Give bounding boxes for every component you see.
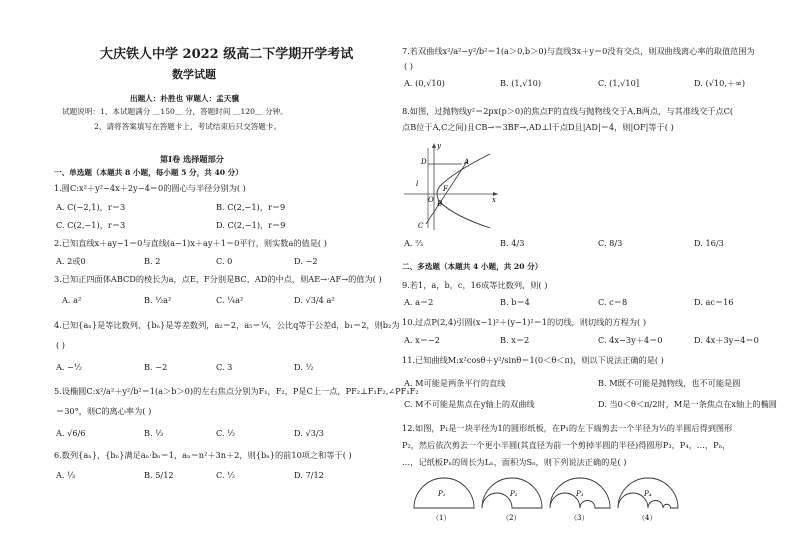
question-8-stem-cont: 点B位于A,C之间)且CB→＝3BF→,AD⊥l于点D且|AD|＝4，则|OF|等于( ) — [402, 122, 674, 132]
exam-title: 大庆铁人中学 2022 级高二下学期开学考试 — [100, 47, 354, 62]
q5-option-c: C. ½ — [216, 428, 236, 438]
q6-option-c: C. ½ — [216, 470, 236, 480]
question-5-stem: 5.设椭圆C:x²/a²＋y²/b²＝1(a＞b＞0)的左右焦点分别为F₁，F₂，P是C上一点，PF₂⊥F₁F₂,∠PF₁F₂ — [54, 386, 419, 396]
q1-option-d: D. C(2,−1)，r＝9 — [216, 220, 286, 230]
q4-option-d: D. ½ — [294, 362, 314, 372]
q9-option-c: C. c＝8 — [598, 297, 628, 307]
q10-option-a: A. x＝−2 — [404, 335, 440, 345]
q2-option-a: A. 2或0 — [56, 256, 86, 266]
q10-option-c: C. 4x−3y＋4＝0 — [598, 335, 663, 345]
question-12-stem: 12.如图，P₁是一块半径为1的圆形纸板，在P₁的左下端剪去一个半径为½的半圆后得到图形 — [402, 423, 733, 433]
question-4-stem: 4.已知{aₙ}是等比数列，{bₙ}是等差数列，a₂＝2，a₅＝¼，公比q等于公差d，b₁＝2，则b₂为 — [54, 320, 400, 330]
label-d: D — [421, 158, 427, 166]
q4-option-b: B. −2 — [144, 362, 168, 372]
q10-option-d: D. 4x＋3y−4＝0 — [694, 335, 759, 345]
figure-p4 — [618, 478, 678, 522]
q1-option-a: A. C(−2,1)，r＝3 — [56, 202, 126, 212]
q1-option-c: C. C(2,−1)，r＝3 — [56, 220, 126, 230]
label-f: F — [443, 185, 448, 193]
q11-option-d: D. 当0＜θ＜π/2时，M是一条焦点在x轴上的椭圆 — [598, 399, 777, 409]
q8-option-c: C. 8/3 — [598, 238, 623, 248]
q7-option-a: A. (0,√10) — [404, 78, 445, 88]
q7-option-d: D. (√10,＋∞) — [694, 78, 746, 88]
q9-option-b: B. b＝4 — [500, 297, 530, 307]
q2-option-c: C. 0 — [216, 256, 233, 266]
q4-option-a: A. −½ — [56, 362, 82, 372]
part-title: 第Ⅰ卷 选择题部分 — [160, 154, 224, 164]
q3-option-a: A. a² — [62, 295, 82, 305]
subject-title: 数学试题 — [172, 68, 216, 81]
label-p3: P₃ — [576, 490, 584, 498]
question-7-stem: 7.若双曲线x²/a²−y²/b²＝1(a＞0,b＞0)与直线3x＋y＝0没有交点，则双曲线离心率的取值范围为 — [402, 46, 755, 56]
q9-option-d: D. ac＝16 — [694, 297, 734, 307]
caption-1: （1） — [432, 514, 451, 522]
question-4-stem-cont: ( ) — [56, 340, 65, 350]
question-8-stem: 8.如图，过抛物线y²＝2px(p＞0)的焦点F的直线与抛物线交于A,B两点，与其准线交于点C( — [402, 106, 734, 116]
q6-option-d: D. 7/12 — [294, 470, 324, 480]
question-9-stem: 9.若1，a，b，c，16成等比数列，则( ) — [402, 280, 548, 290]
question-5-stem-cont: ＝30°，则C的离心率为( ) — [56, 406, 152, 416]
q7-option-c: C. (1,√10] — [598, 78, 640, 88]
q6-option-a: A. ⅓ — [56, 470, 76, 480]
question-12-stem-cont2: …，记纸板Pₙ的周长为Lₙ，面积为Sₙ，则下列说法正确的是( ) — [402, 457, 627, 467]
q9-option-a: A. a＝2 — [404, 297, 434, 307]
label-b: B — [437, 200, 443, 208]
caption-4: （4） — [638, 514, 657, 522]
q2-option-d: D. −2 — [294, 256, 318, 266]
q10-option-b: B. x＝2 — [500, 335, 530, 345]
note-1: 试题说明：1、本试题满分 ＿150＿ 分，答题时间 ＿120＿ 分钟。 — [62, 107, 288, 116]
label-c: C — [418, 222, 424, 230]
figure-semicircles — [406, 470, 682, 522]
question-7-stem-cont: ( ) — [404, 61, 413, 71]
q7-option-b: B. (1,√10) — [500, 78, 542, 88]
y-axis-arrow — [432, 143, 436, 148]
q11-option-c: C. M不可能是焦点在y轴上的双曲线 — [404, 399, 535, 409]
q4-option-c: C. 3 — [216, 362, 233, 372]
figure-p2 — [482, 478, 542, 522]
q5-option-a: A. √6/6 — [56, 428, 86, 438]
note-2: 2、请将答案填写在答题卡上，考试结束后只交答题卡。 — [94, 122, 282, 131]
caption-2: （2） — [502, 514, 521, 522]
question-6-stem: 6.数列{aₙ}，{bₙ}满足aₙ·bₙ＝1，aₙ＝n²＋3n＋2，则{bₙ}的前10项之和等于( ) — [54, 450, 352, 460]
q6-option-b: B. 5/12 — [144, 470, 174, 480]
q1-option-b: B. C(2,−1)，r＝9 — [216, 202, 286, 212]
label-o: O — [428, 196, 434, 204]
label-y: y — [437, 142, 441, 150]
question-1-stem: 1.圆C:x²＋y²−4x＋2y−4＝0的圆心与半径分别为( ) — [54, 183, 246, 193]
q8-option-a: A. ⅔ — [404, 238, 424, 248]
q3-option-d: D. √3/4 a² — [294, 295, 335, 305]
section-title-single: 一、单选题（本题共 8 小题，每小题 5 分，共 40 分） — [54, 168, 243, 177]
q5-option-b: B. ⅓ — [144, 428, 164, 438]
q11-option-b: B. M既不可能是抛物线，也不可能是圆 — [598, 378, 741, 388]
section-title-multi: 二、多选题（本题共 4 小题，共 20 分） — [402, 262, 543, 271]
label-p1: P₁ — [438, 490, 446, 498]
q5-option-d: D. √3/3 — [294, 428, 324, 438]
label-p2: P₂ — [510, 490, 518, 498]
authors-line: 出题人：朴胜也 审题人：孟天骥 — [130, 94, 239, 103]
label-l: l — [416, 180, 419, 188]
label-p4: P₄ — [644, 490, 652, 498]
q11-option-a: A. M可能是两条平行的直线 — [404, 378, 506, 388]
caption-3: （3） — [570, 514, 589, 522]
label-a: A — [464, 158, 470, 166]
q2-option-b: B. 2 — [144, 256, 161, 266]
question-3-stem: 3.已知正四面体ABCD的棱长为a，点E，F分别是BC，AD的中点，则AE→·AF→的值为( ) — [54, 274, 382, 284]
figure-p3 — [550, 478, 610, 522]
question-11-stem: 11.已知曲线M:x²cosθ＋y²/sinθ＝1(0＜θ＜π)，则以下说法正确的是( ) — [402, 355, 664, 365]
question-10-stem: 10.过点P(2,4)引圆(x−1)²＋(y−1)²＝1的切线，则切线的方程为( ) — [402, 317, 647, 327]
q3-option-c: C. ¼a² — [216, 295, 244, 305]
label-x: x — [492, 196, 496, 204]
question-2-stem: 2.已知直线x＋ay−1＝0与直线(a−1)x＋ay＋1＝0平行，则实数a的值是( ) — [54, 238, 327, 248]
question-12-stem-cont: P₂，然后依次剪去一个更小半圆(其直径为前一个剪掉半圆的半径)得圆形P₃，P₄，…，Pₙ， — [402, 440, 731, 450]
figure-p1 — [414, 478, 474, 522]
figure-parabola — [404, 140, 500, 232]
q8-option-b: B. 4/3 — [500, 238, 525, 248]
q8-option-d: D. 16/3 — [694, 238, 724, 248]
q3-option-b: B. ½a² — [144, 295, 172, 305]
